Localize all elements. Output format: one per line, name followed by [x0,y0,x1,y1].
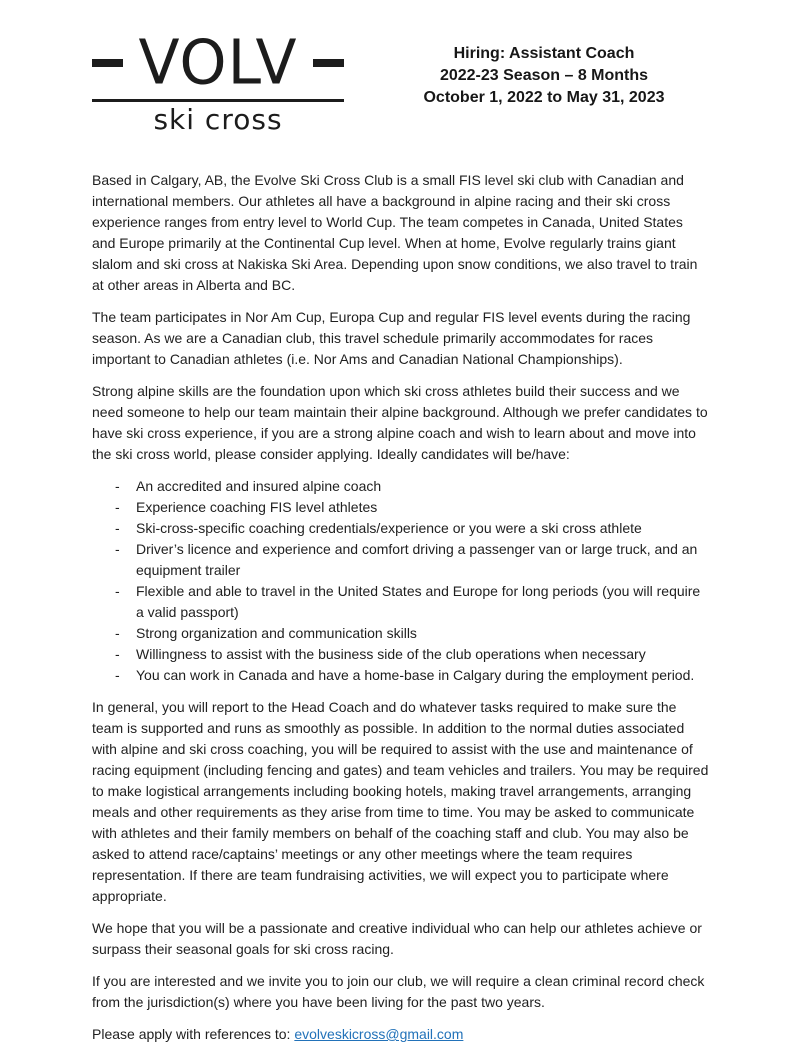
list-item-text: Ski-cross-specific coaching credentials/experience or you were a ski cross athlete [136,520,642,536]
logo-subtitle: ski cross [153,103,283,136]
list-item-text: Flexible and able to travel in the United States and Europe for long periods (you will require a valid passport) [136,583,701,620]
hiring-line-dates: October 1, 2022 to May 31, 2023 [423,89,665,106]
hope-paragraph: We hope that you will be a passionate and creative individual who can help our athletes achieve or surpass their seasonal goals for ski cross racing. [92,920,702,957]
evolve-logo [92,27,344,136]
duties-paragraph: In general, you will report to the Head Coach and do whatever tasks required to make sure the team is supported and runs as smoothly as possible. In addition to the normal duties associated with alpine and ski cross coaching, you will be required to assist with the use and maintenance of racing equipment (including fencing and gates) and team vehicles and trailers. You may be required to make logistical arrangements including booking hotels, making travel arrangements, arranging meals and other requirements as they arise from time to time. You may be asked to communicate with athletes and their family members on behalf of the coaching staff and club. You may also be asked to attend race/captains’ meetings or any other meetings where the team requires representation. If there are team fundraising activities, we will expect you to participate where appropriate. [92,699,709,904]
list-item-text: Strong organization and communication skills [136,625,417,641]
list-item [115,476,709,497]
list-item-text: Driver’s licence and experience and comfort driving a passenger van or large truck, and an equipment trailer [136,541,698,578]
logo-e-left-icon [92,40,127,86]
bullet-marker: - [115,520,120,536]
hiring-block [379,43,709,109]
hiring-line-season: 2022-23 Season – 8 Months [439,67,649,84]
candidates-paragraph: Strong alpine skills are the foundation upon which ski cross athletes build their success and we need someone to help our team maintain their alpine background. Although we prefer candidates to have ski cross experience, if you are a strong alpine coach and wish to learn about and move into the ski cross world, please consider applying. Ideally candidates will be/have: [92,383,708,462]
list-item [115,497,709,518]
logo-e-right-icon [309,40,344,86]
logo-wordmark [92,27,344,99]
events-paragraph: The team participates in Nor Am Cup, Europa Cup and regular FIS level events during the racing season. As we are a Canadian club, this travel schedule primarily accommodates for races important to Canadian athletes (i.e. Nor Ams and Canadian National Championships). [92,309,691,367]
list-item [115,539,709,581]
apply-prefix: Please apply with references to: [92,1026,295,1042]
logo-underline [92,99,344,102]
doc-body [92,170,709,1045]
bullet-marker: - [115,646,120,662]
requirements-list [92,476,709,686]
doc-header [92,27,709,136]
list-item-text: Willingness to assist with the business side of the club operations when necessary [136,646,646,662]
logo-bar [313,59,344,67]
email-link[interactable]: evolveskicross@gmail.com [294,1026,464,1042]
apply-line [92,1024,709,1045]
list-item [115,623,709,644]
list-item-text: An accredited and insured alpine coach [136,478,382,494]
logo-bar [92,59,123,67]
record-check-paragraph: If you are interested and we invite you to join our club, we will require a clean criminal record check from the jurisdiction(s) where you have been living for the past two years. [92,973,705,1010]
intro-paragraph: Based in Calgary, AB, the Evolve Ski Cross Club is a small FIS level ski club with Canadian and international members. Our athletes all have a background in alpine racing and their ski cross experience ranges from entry level to World Cup. The team competes in Canada, United States and Europe primarily at the Continental Cup level. When at home, Evolve regularly trains giant slalom and ski cross at Nakiska Ski Area. Depending upon snow conditions, we also travel to train at other areas in Alberta and BC. [92,172,698,293]
bullet-marker: - [115,541,120,557]
bullet-marker: - [115,583,120,599]
logo-word-volv: VOLV [138,27,298,99]
bullet-marker: - [115,478,120,494]
list-item [115,518,709,539]
hiring-line-title: Hiring: Assistant Coach [453,45,635,62]
list-item-text: Experience coaching FIS level athletes [136,499,378,515]
list-item [115,644,709,665]
list-item [115,581,709,623]
bullet-marker: - [115,499,120,515]
bullet-marker: - [115,625,120,641]
bullet-marker: - [115,667,120,683]
list-item [115,665,709,686]
list-item-text: You can work in Canada and have a home-base in Calgary during the employment period. [136,667,695,683]
